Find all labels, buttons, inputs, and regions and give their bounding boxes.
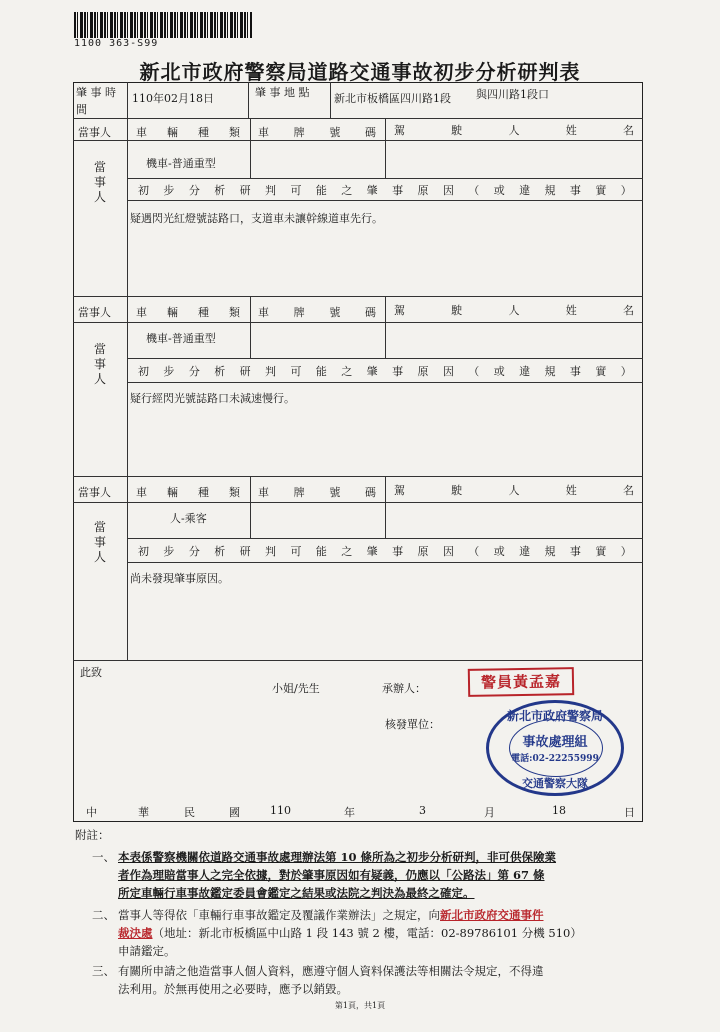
note-2-line-3: 申請鑑定。 [118, 944, 176, 958]
issuer-label: 核發單位： [385, 718, 440, 731]
place-value-2: 與四川路1段口 [476, 88, 549, 101]
note-1-line-2: 者作為理賠當事人之完全依據，對於肇事原因如有疑義，仍應以「公路法」第 67 條 [118, 868, 545, 882]
date-day-label: 日 [624, 806, 635, 819]
plate-header-1: 車 牌 號 碼 [258, 126, 376, 139]
note-3-line-1: 有關所申請之他造當事人個人資料，應遵守個人資料保護法等相關法令規定，不得違 [118, 964, 544, 978]
salutation: 此致 [80, 666, 102, 679]
date-era-3: 民 [184, 806, 195, 819]
driver-header-1: 駕 駛 人 姓 名 [394, 124, 634, 137]
note-3-line-2: 法利用。於無再使用之必要時，應予以銷毀。 [118, 982, 348, 996]
party-header-2: 當事人 [78, 306, 111, 319]
party-side-label-3: 當事人 [93, 520, 106, 564]
note-2-line-1: 當事人等得依「車輛行車事故鑑定及覆議作業辦法」之規定，向新北市政府交通事件 [118, 908, 544, 922]
date-era-1: 中 [86, 806, 97, 819]
date-month: 3 [419, 804, 426, 817]
note-1-number: 一、 [92, 850, 115, 864]
page-footer: 第1頁，共1頁 [334, 1001, 386, 1010]
seal-top-text: 新北市政府警察局 [506, 709, 603, 723]
time-label: 肇 事 時 間 [76, 86, 116, 116]
driver-header-2: 駕 駛 人 姓 名 [394, 304, 634, 317]
cause-header-2: 初 步 分 析 研 判 可 能 之 肇 事 原 因 （ 或 違 規 事 實 ） [138, 365, 632, 378]
place-value: 新北市板橋區四川路1段 [334, 92, 451, 105]
cause-header-3: 初 步 分 析 研 判 可 能 之 肇 事 原 因 （ 或 違 規 事 實 ） [138, 545, 632, 558]
date-year-label: 年 [344, 806, 355, 819]
vehicle-type-value-3: 人-乘客 [170, 512, 207, 525]
handler-label: 承辦人： [382, 682, 426, 695]
place-label: 肇 事 地 點 [255, 86, 310, 99]
note-1-line-3: 所定車輛行車事故鑑定委員會鑑定之結果或法院之判決為最終之確定。 [118, 886, 475, 900]
party-side-label-2: 當事人 [93, 342, 106, 386]
notes-heading: 附註： [75, 828, 110, 842]
recipient-label: 小姐/先生 [272, 682, 320, 695]
party-side-label-1: 當事人 [93, 160, 106, 204]
barcode-number: 1100 363-S99 [74, 38, 159, 49]
date-era-2: 華 [138, 806, 149, 819]
barcode [74, 12, 252, 38]
handler-stamp: 警員黃孟嘉 [468, 667, 574, 697]
vehicle-type-header-3: 車 輛 種 類 [136, 486, 240, 499]
date-month-label: 月 [484, 806, 495, 819]
note-2-number: 二、 [92, 908, 115, 922]
vehicle-type-header-2: 車 輛 種 類 [136, 306, 240, 319]
cause-value-1: 疑遇閃光紅燈號誌路口，支道車未讓幹線道車先行。 [130, 212, 383, 225]
seal-bottom-text: 交通警察大隊 [522, 777, 588, 790]
seal-mid-text: 事故處理組 [522, 735, 588, 750]
note-3-number: 三、 [92, 964, 115, 978]
cause-value-3: 尚未發現肇事原因。 [130, 572, 229, 585]
vehicle-type-value-1: 機車-普通重型 [146, 157, 216, 170]
time-value: 110年02月18日 [132, 92, 214, 105]
note-2-line-2: 裁決處（地址：新北市板橋區中山路 1 段 143 號 2 樓，電話：02-89786101 分機 510） [118, 926, 582, 940]
plate-header-3: 車 牌 號 碼 [258, 486, 376, 499]
driver-header-3: 駕 駛 人 姓 名 [394, 484, 634, 497]
date-year: 110 [270, 804, 291, 817]
cause-value-2: 疑行經閃光號誌路口未減速慢行。 [130, 392, 295, 405]
seal-phone-text: 電話:02-22255999 [511, 754, 599, 764]
note-1-line-1: 本表係警察機關依道路交通事故處理辦法第 10 條所為之初步分析研判，非可供保險業 [118, 850, 557, 864]
cause-header-1: 初 步 分 析 研 判 可 能 之 肇 事 原 因 （ 或 違 規 事 實 ） [138, 184, 632, 197]
plate-header-2: 車 牌 號 碼 [258, 306, 376, 319]
vehicle-type-header-1: 車 輛 種 類 [136, 126, 240, 139]
date-era-4: 國 [229, 806, 240, 819]
party-header-3: 當事人 [78, 486, 111, 499]
party-header-1: 當事人 [78, 126, 111, 139]
form-title: 新北市政府警察局道路交通事故初步分析研判表 [139, 60, 581, 84]
official-seal [486, 700, 624, 796]
date-day: 18 [552, 804, 566, 817]
vehicle-type-value-2: 機車-普通重型 [146, 332, 216, 345]
